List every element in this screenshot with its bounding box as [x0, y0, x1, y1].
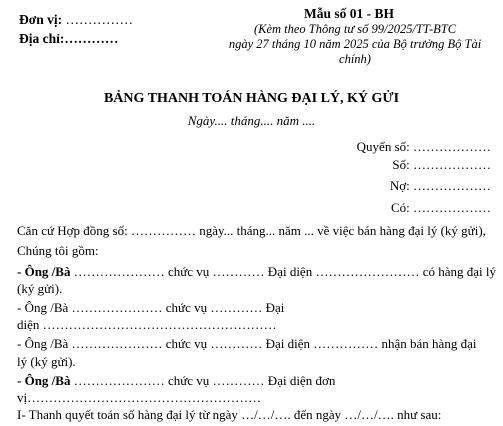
ref-field-label: Có: — [390, 200, 410, 215]
body-party-fourth-cont: vị……………………………………………… — [17, 390, 262, 405]
unit-label: Đơn vị: — [19, 12, 63, 27]
body-parties-intro: Chúng tôi gồm: — [17, 243, 99, 258]
form-note-line-2: ngày 27 tháng 10 năm 2025 của Bộ trưởng Bộ Tài — [228, 37, 482, 51]
unit-value: …………… — [62, 12, 133, 27]
body-party-consignor-cont: (ký gửi). — [17, 281, 63, 296]
ref-field-label: Nợ: — [389, 178, 410, 193]
body-party-fourth — [17, 373, 335, 389]
form-number: Mẫu số 01 - BH — [304, 6, 395, 21]
body-party-consignor — [17, 264, 496, 280]
party-prefix: - Ông /Bà — [17, 264, 71, 279]
ref-field-book-number — [357, 139, 491, 155]
section-1-heading: I- Thanh quyết toán số hàng đại lý từ ngày …/…/…. đến ngày …/…/…. như sau: — [17, 407, 442, 422]
ref-field-value: ……………… — [409, 200, 491, 215]
party-prefix: - Ông /Bà — [17, 373, 71, 388]
ref-field-value: ……………… — [409, 139, 491, 154]
form-note-line-1: (Kèm theo Thông tư số 99/2025/TT-BTC — [253, 22, 457, 36]
unit-line — [19, 12, 133, 28]
ref-field-number — [392, 157, 491, 173]
party-details: ………………… chức vụ ………… Đại diện …………………… có hàng đại lý — [70, 264, 496, 279]
document-title: BẢNG THANH TOÁN HÀNG ĐẠI LÝ, KÝ GỬI — [103, 91, 400, 106]
body-party-agent: - Ông /Bà ………………… chức vụ ………… Đại diện …………… nhận bán hàng đại — [17, 336, 477, 351]
ref-field-value: ……………… — [409, 178, 491, 193]
body-party-second: - Ông /Bà ………………… chức vụ ………… Đại — [17, 300, 285, 315]
ref-field-debit — [390, 178, 491, 194]
document-date: Ngày.... tháng.... năm .... — [187, 113, 316, 128]
ref-field-label: Quyển số: — [356, 139, 410, 154]
body-party-second-cont: diện ……………………………………………… — [17, 317, 277, 332]
body-contract-basis: Căn cứ Hợp đồng số: …………… ngày... tháng... năm ... về việc bán hàng đại lý (ký gửi), — [17, 223, 486, 238]
ref-field-value: ……………… — [409, 157, 491, 172]
body-party-agent-cont: lý (ký gửi). — [17, 354, 76, 369]
address-line — [19, 31, 118, 47]
party-details: ………………… chức vụ ………… Đại diện đơn — [70, 373, 336, 388]
ref-field-label: Số: — [392, 157, 410, 172]
address-label: Địa chỉ: — [19, 31, 65, 46]
form-note-line-3: chính) — [339, 52, 371, 66]
ref-field-credit — [391, 200, 491, 216]
address-value: ………… — [64, 31, 119, 46]
